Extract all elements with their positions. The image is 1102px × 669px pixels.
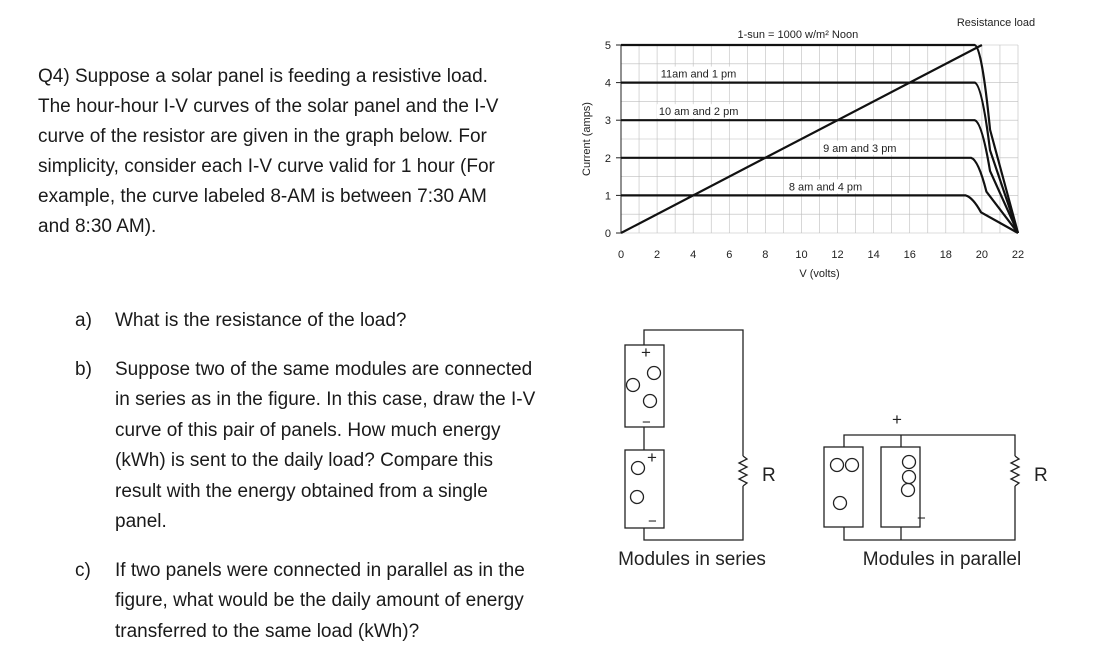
cell-icon	[831, 459, 844, 472]
curve-label: 11am and 1 pm	[660, 68, 737, 81]
x-tick-label: 2	[654, 249, 661, 261]
circuit-wire	[844, 486, 1015, 540]
cell-icon	[632, 462, 645, 475]
y-tick-label: 5	[604, 40, 611, 52]
module-left	[824, 447, 863, 527]
question-line: If two panels were connected in parallel as in the	[115, 559, 525, 581]
cell-icon	[627, 379, 640, 392]
curve-label: 1-sun = 1000 w/m² Noon	[737, 29, 859, 41]
plus-sign: +	[641, 343, 651, 362]
circuit-wire	[844, 435, 1015, 456]
x-axis-label: V (volts)	[799, 268, 840, 280]
question-line: transferred to the same load (kWh)?	[115, 620, 420, 642]
y-tick-label: 2	[604, 152, 611, 165]
x-tick-label: 4	[690, 249, 697, 261]
question-line: (kWh) is sent to the daily load? Compare this	[115, 450, 494, 471]
resistor-label: R	[1034, 465, 1048, 486]
load-line-label: Resistance load	[956, 17, 1036, 29]
cell-icon	[903, 471, 916, 484]
x-tick-label: 14	[867, 249, 880, 261]
question-line: in series as in the figure. In this case, draw the I-V	[115, 389, 536, 410]
question-label: c)	[75, 559, 91, 581]
x-tick-label: 6	[726, 249, 733, 261]
intro-line: simplicity, consider each I-V curve valid for 1 hour (For	[38, 156, 495, 177]
plus-sign: +	[892, 410, 902, 429]
y-tick-label: 4	[604, 77, 611, 90]
intro-line: curve of the resistor are given in the graph below. For	[38, 126, 487, 147]
circuit-wire	[644, 330, 743, 456]
y-tick-label: 1	[604, 190, 611, 203]
curve-label: 10 am and 2 pm	[658, 106, 739, 119]
minus-sign: −	[648, 513, 657, 530]
cell-icon	[846, 459, 859, 472]
minus-sign: −	[642, 414, 651, 431]
cell-icon	[631, 491, 644, 504]
curve-label: 8 am and 4 pm	[788, 181, 863, 194]
cell-icon	[903, 456, 916, 469]
cell-icon	[902, 484, 915, 497]
x-tick-label: 10	[795, 249, 808, 261]
question-line: Suppose two of the same modules are connected	[115, 358, 533, 380]
minus-sign: −	[917, 510, 926, 527]
question-label: a)	[75, 310, 92, 331]
cell-icon	[834, 497, 847, 510]
resistor-icon	[1011, 456, 1019, 486]
question-line: curve of this pair of panels. How much energy	[115, 419, 501, 441]
y-tick-label: 3	[604, 115, 611, 128]
iv-chart	[581, 17, 1035, 280]
question-line: figure, what would be the daily amount of energy	[115, 590, 524, 611]
circuit-wire	[644, 486, 743, 540]
resistor-icon	[739, 456, 747, 486]
intro-line: The hour-hour I-V curves of the solar panel and the I-V	[38, 96, 499, 117]
x-tick-label: 12	[831, 249, 844, 261]
x-tick-label: 0	[617, 249, 625, 261]
x-tick-label: 20	[975, 249, 989, 261]
curve-label: 9 am and 3 pm	[823, 142, 897, 155]
parallel-caption: Modules in parallel	[862, 549, 1022, 570]
intro-line: Q4) Suppose a solar panel is feeding a resistive load.	[38, 66, 488, 87]
x-tick-label: 16	[903, 249, 916, 261]
parallel-labels	[863, 410, 1048, 570]
intro-line: example, the curve labeled 8-AM is between 7:30 AM	[38, 186, 487, 207]
x-tick-label: 8	[762, 249, 769, 261]
y-tick-label: 0	[604, 228, 611, 240]
question-line: What is the resistance of the load?	[115, 310, 407, 331]
series-labels	[618, 343, 776, 570]
question-label: b)	[75, 358, 92, 380]
cell-icon	[648, 367, 661, 380]
question-line: result with the energy obtained from a single	[115, 480, 488, 502]
resistor-label: R	[762, 465, 776, 486]
series-caption: Modules in series	[618, 549, 766, 570]
x-tick-label: 18	[939, 249, 952, 261]
intro-line: and 8:30 AM).	[38, 216, 157, 237]
x-tick-label: 22	[1011, 249, 1025, 261]
question-line: panel.	[115, 511, 167, 532]
cell-icon	[644, 395, 657, 408]
plus-sign: +	[647, 448, 657, 467]
y-axis-label: Current (amps)	[581, 102, 593, 176]
module-bottom	[625, 450, 664, 528]
